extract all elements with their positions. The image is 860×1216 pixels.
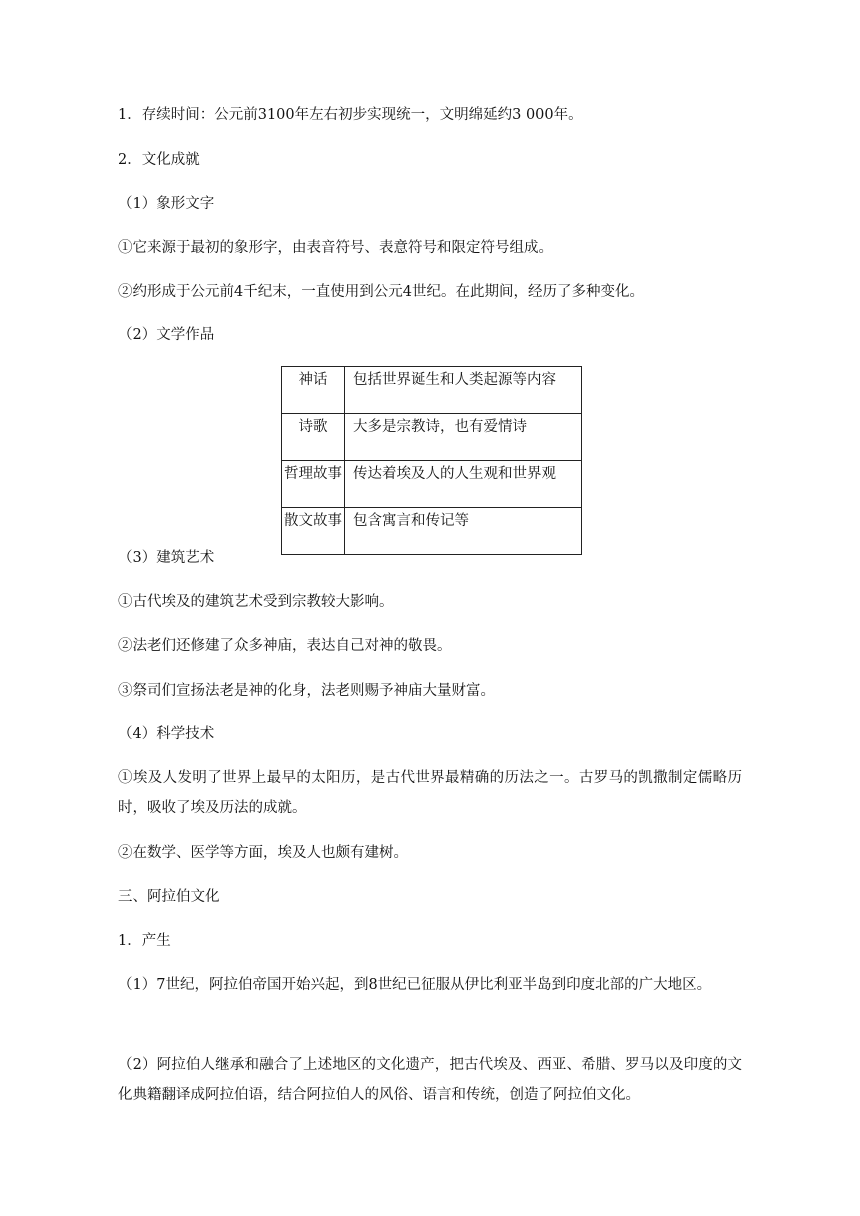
hieroglyph-paragraph-1: ①它来源于最初的象形字，由表音符号、表意符号和限定符号组成。 xyxy=(118,240,553,256)
literature-type-cell: 哲理故事 xyxy=(282,461,345,508)
architecture-heading: （3）建筑艺术 xyxy=(118,550,215,566)
origin-heading: 1．产生 xyxy=(118,933,171,949)
literature-desc-cell: 包含寓言和传记等 xyxy=(345,508,582,555)
literature-table xyxy=(281,366,582,555)
literature-heading: （2）文学作品 xyxy=(118,327,215,343)
hieroglyph-heading: （1）象形文字 xyxy=(118,196,215,212)
literature-desc-cell: 包括世界诞生和人类起源等内容 xyxy=(345,367,582,414)
table-row xyxy=(282,367,582,414)
table-row xyxy=(282,461,582,508)
literature-desc-cell: 传达着埃及人的人生观和世界观 xyxy=(345,461,582,508)
achievements-heading: 2．文化成就 xyxy=(118,152,200,168)
section-heading-arab-culture: 三、阿拉伯文化 xyxy=(118,889,220,905)
architecture-paragraph-3: ③祭司们宣扬法老是神的化身，法老则赐予神庙大量财富。 xyxy=(118,683,495,699)
literature-type-cell: 神话 xyxy=(282,367,345,414)
duration-text: 1．存续时间：公元前3100年左右初步实现统一，文明绵延约3 000年。 xyxy=(118,107,583,123)
literature-desc-cell: 大多是宗教诗，也有爱情诗 xyxy=(345,414,582,461)
origin-paragraph-2: （2）阿拉伯人继承和融合了上述地区的文化遗产，把古代埃及、西亚、希腊、罗马以及印度的文化典籍翻译成阿拉伯语，结合阿拉伯人的风俗、语言和传统，创造了阿拉伯文化。 xyxy=(118,1057,742,1103)
literature-type-cell: 诗歌 xyxy=(282,414,345,461)
table-row xyxy=(282,414,582,461)
science-heading: （4）科学技术 xyxy=(118,726,215,742)
literature-type-cell: 散文故事 xyxy=(282,508,345,555)
origin-paragraph-1: （1）7世纪，阿拉伯帝国开始兴起，到8世纪已征服从伊比利亚半岛到印度北部的广大地区。 xyxy=(118,977,712,993)
architecture-paragraph-2: ②法老们还修建了众多神庙，表达自己对神的敬畏。 xyxy=(118,638,452,654)
science-paragraph-2: ②在数学、医学等方面，埃及人也颇有建树。 xyxy=(118,845,408,861)
architecture-paragraph-1: ①古代埃及的建筑艺术受到宗教较大影响。 xyxy=(118,594,394,610)
hieroglyph-paragraph-2: ②约形成于公元前4千纪末，一直使用到公元4世纪。在此期间，经历了多种变化。 xyxy=(118,284,644,300)
science-paragraph-1: ①埃及人发明了世界上最早的太阳历，是古代世界最精确的历法之一。古罗马的凯撒制定儒略历时，吸收了埃及历法的成就。 xyxy=(118,770,742,816)
